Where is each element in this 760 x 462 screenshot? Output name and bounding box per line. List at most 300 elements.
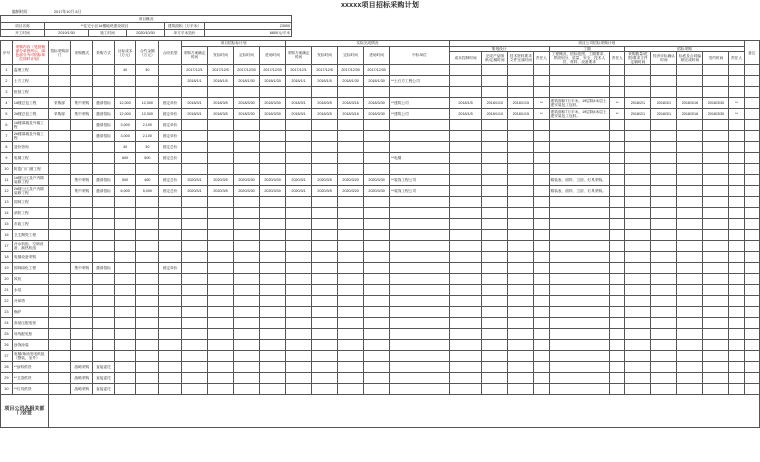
row-actual-enter[interactable]	[364, 120, 390, 131]
row-design-cost[interactable]	[449, 208, 482, 219]
row-design-owner[interactable]	[534, 351, 549, 362]
row-actual-publish[interactable]	[312, 263, 338, 274]
row-bid-owner[interactable]	[729, 329, 744, 340]
row-eng-scope[interactable]	[549, 87, 610, 98]
row-ctype[interactable]	[159, 274, 182, 285]
row-seq[interactable]: 5	[1, 109, 13, 120]
row-eng-scope[interactable]	[549, 285, 610, 296]
row-budget[interactable]	[136, 241, 159, 252]
row-vendor[interactable]	[390, 252, 450, 263]
row-est[interactable]: 6,000	[114, 186, 136, 197]
row-eng-owner[interactable]: **	[610, 98, 625, 109]
row-eng-scope[interactable]	[549, 296, 610, 307]
row-actual-confirm[interactable]	[286, 373, 312, 384]
row-bid-eval[interactable]	[651, 87, 677, 98]
row-note[interactable]	[744, 197, 759, 208]
row-budget[interactable]	[136, 197, 159, 208]
row-eng-scope[interactable]: 精装表、面料、卫浴、灯具采购。	[549, 186, 610, 197]
row-plan-enter[interactable]	[260, 208, 286, 219]
row-eng-scope[interactable]	[549, 362, 610, 373]
row-design-doc[interactable]	[482, 241, 508, 252]
row-bid-plan[interactable]	[677, 296, 703, 307]
row-design-tech[interactable]	[508, 351, 534, 362]
row-plan-award[interactable]	[234, 285, 260, 296]
row-actual-confirm[interactable]	[286, 285, 312, 296]
row-design-cost[interactable]	[449, 307, 482, 318]
row-plan-confirm[interactable]	[182, 351, 208, 362]
row-plan-enter[interactable]	[260, 87, 286, 98]
row-est[interactable]	[114, 263, 136, 274]
row-plan-award[interactable]	[234, 197, 260, 208]
row-bid-eval[interactable]	[651, 307, 677, 318]
row-design-cost[interactable]	[449, 142, 482, 153]
row-vendor[interactable]	[390, 285, 450, 296]
row-actual-award[interactable]: 2020/3/20	[338, 186, 364, 197]
row-actual-publish[interactable]	[312, 230, 338, 241]
row-seq[interactable]: 23	[1, 307, 13, 318]
row-design-owner[interactable]	[534, 230, 549, 241]
row-budget[interactable]: 500	[136, 153, 159, 164]
row-plan-award[interactable]	[234, 340, 260, 351]
row-method[interactable]	[93, 329, 115, 340]
row-dept[interactable]	[48, 153, 71, 164]
row-ctype[interactable]: 固定单价	[159, 263, 182, 274]
row-plan-enter[interactable]	[260, 318, 286, 329]
row-actual-publish[interactable]	[312, 296, 338, 307]
row-seq[interactable]: 14	[1, 208, 13, 219]
row-bid-vendor[interactable]: 2018/2/1	[625, 109, 651, 120]
row-plan-confirm[interactable]	[182, 373, 208, 384]
row-eng-scope[interactable]	[549, 241, 610, 252]
table-row[interactable]	[1, 285, 760, 296]
row-design-owner[interactable]	[534, 373, 549, 384]
row-bid-vendor[interactable]	[625, 87, 651, 98]
table-row[interactable]	[1, 208, 760, 219]
row-design-doc[interactable]	[482, 384, 508, 395]
row-design-owner[interactable]	[534, 186, 549, 197]
row-seq[interactable]: 1	[1, 65, 13, 76]
row-note[interactable]	[744, 384, 759, 395]
row-eng-owner[interactable]	[610, 175, 625, 186]
row-bid-award[interactable]: 2018/3/30	[703, 98, 729, 109]
row-plan-award[interactable]	[234, 274, 260, 285]
row-bid-award[interactable]	[703, 241, 729, 252]
row-plan-enter[interactable]	[260, 373, 286, 384]
row-est[interactable]	[114, 219, 136, 230]
row-ctype[interactable]	[159, 65, 182, 76]
row-design-tech[interactable]	[508, 307, 534, 318]
row-ctype[interactable]	[159, 241, 182, 252]
row-eng-owner[interactable]	[610, 120, 625, 131]
row-actual-confirm[interactable]: 2017/12/1	[286, 65, 312, 76]
row-dept[interactable]	[48, 384, 71, 395]
row-plan-enter[interactable]: 2020/3/30	[260, 186, 286, 197]
row-bid-award[interactable]	[703, 373, 729, 384]
row-design-tech[interactable]	[508, 230, 534, 241]
row-design-cost[interactable]	[449, 373, 482, 384]
row-actual-award[interactable]	[338, 362, 364, 373]
row-note[interactable]	[744, 175, 759, 186]
row-design-doc[interactable]	[482, 362, 508, 373]
row-actual-enter[interactable]: 2018/3/30	[364, 98, 390, 109]
row-ctype[interactable]: 固定总价	[159, 186, 182, 197]
row-bid-eval[interactable]	[651, 362, 677, 373]
row-design-doc[interactable]	[482, 318, 508, 329]
row-bid-vendor[interactable]	[625, 252, 651, 263]
row-item[interactable]: 电梯/柴油发电机组（整装，室外）	[12, 351, 48, 362]
row-est[interactable]	[114, 87, 136, 98]
row-actual-enter[interactable]	[364, 208, 390, 219]
row-bid-owner[interactable]	[729, 164, 744, 175]
row-bid-award[interactable]	[703, 65, 729, 76]
row-actual-confirm[interactable]	[286, 296, 312, 307]
row-bid-award[interactable]	[703, 340, 729, 351]
row-plan-confirm[interactable]	[182, 274, 208, 285]
row-bid-eval[interactable]	[651, 329, 677, 340]
row-bid-vendor[interactable]	[625, 384, 651, 395]
row-item[interactable]: 市政工程	[12, 219, 48, 230]
row-est[interactable]	[114, 373, 136, 384]
row-actual-publish[interactable]	[312, 285, 338, 296]
row-method[interactable]	[93, 296, 115, 307]
row-ctype[interactable]	[159, 307, 182, 318]
row-method[interactable]	[93, 318, 115, 329]
row-actual-enter[interactable]: 2017/12/30	[364, 65, 390, 76]
row-mode[interactable]	[71, 76, 93, 87]
row-item[interactable]: **涂料供货	[12, 362, 48, 373]
row-bid-vendor[interactable]	[625, 318, 651, 329]
row-design-owner[interactable]	[534, 153, 549, 164]
row-mode[interactable]: 战略采购	[71, 373, 93, 384]
row-design-doc[interactable]	[482, 230, 508, 241]
table-row[interactable]	[1, 329, 760, 340]
row-bid-vendor[interactable]	[625, 186, 651, 197]
row-budget[interactable]	[136, 351, 159, 362]
row-actual-award[interactable]	[338, 252, 364, 263]
row-method[interactable]: 直接委托	[93, 384, 115, 395]
row-dept[interactable]: 采购部	[48, 109, 71, 120]
row-ctype[interactable]	[159, 384, 182, 395]
row-actual-publish[interactable]: 2018/3/5	[312, 98, 338, 109]
row-bid-award[interactable]	[703, 76, 729, 87]
row-ctype[interactable]: 固定总价	[159, 175, 182, 186]
row-design-cost[interactable]	[449, 131, 482, 142]
row-actual-award[interactable]	[338, 340, 364, 351]
row-design-doc[interactable]	[482, 373, 508, 384]
row-plan-confirm[interactable]: 2018/1/1	[182, 76, 208, 87]
row-plan-enter[interactable]	[260, 241, 286, 252]
row-dept[interactable]	[48, 285, 71, 296]
row-design-owner[interactable]	[534, 164, 549, 175]
row-plan-enter[interactable]	[260, 120, 286, 131]
table-row[interactable]	[1, 351, 760, 362]
row-seq[interactable]: 28	[1, 362, 13, 373]
row-vendor[interactable]: **建筑公司	[390, 109, 450, 120]
row-bid-award[interactable]	[703, 197, 729, 208]
table-row[interactable]	[1, 109, 760, 120]
row-design-doc[interactable]	[482, 219, 508, 230]
row-bid-plan[interactable]	[677, 230, 703, 241]
row-design-cost[interactable]	[449, 153, 482, 164]
table-row[interactable]	[1, 230, 760, 241]
row-est[interactable]: 12,000	[114, 98, 136, 109]
row-actual-enter[interactable]	[364, 318, 390, 329]
row-actual-confirm[interactable]: 2020/3/1	[286, 175, 312, 186]
row-actual-publish[interactable]	[312, 153, 338, 164]
row-bid-owner[interactable]	[729, 263, 744, 274]
table-row[interactable]	[1, 186, 760, 197]
row-note[interactable]	[744, 142, 759, 153]
row-vendor[interactable]	[390, 263, 450, 274]
row-plan-award[interactable]	[234, 351, 260, 362]
row-eng-owner[interactable]	[610, 274, 625, 285]
row-dept[interactable]	[48, 219, 71, 230]
row-plan-publish[interactable]: 2017/12/5	[208, 65, 234, 76]
row-plan-publish[interactable]: 2018/1/5	[208, 76, 234, 87]
row-budget[interactable]	[136, 384, 159, 395]
row-ctype[interactable]: 固定单价	[159, 120, 182, 131]
row-plan-publish[interactable]	[208, 219, 234, 230]
row-bid-plan[interactable]	[677, 307, 703, 318]
start-value[interactable]: 2019/1/30	[45, 30, 89, 37]
row-design-owner[interactable]	[534, 142, 549, 153]
row-actual-confirm[interactable]	[286, 164, 312, 175]
row-eng-scope[interactable]	[549, 65, 610, 76]
row-vendor[interactable]: **电梯	[390, 153, 450, 164]
row-actual-publish[interactable]: 2018/1/5	[312, 76, 338, 87]
row-seq[interactable]: 17	[1, 241, 13, 252]
row-bid-vendor[interactable]	[625, 351, 651, 362]
row-bid-eval[interactable]	[651, 384, 677, 395]
row-plan-publish[interactable]	[208, 285, 234, 296]
row-plan-award[interactable]: 2018/3/30	[234, 109, 260, 120]
row-vendor[interactable]	[390, 230, 450, 241]
row-eng-scope[interactable]	[549, 76, 610, 87]
row-ctype[interactable]	[159, 362, 182, 373]
row-seq[interactable]: 15	[1, 219, 13, 230]
row-mode[interactable]	[71, 120, 93, 131]
row-actual-publish[interactable]	[312, 208, 338, 219]
row-bid-plan[interactable]	[677, 373, 703, 384]
row-budget[interactable]	[136, 208, 159, 219]
row-item[interactable]: 2#楼幕墙及外墙工程	[12, 131, 48, 142]
row-seq[interactable]: 24	[1, 318, 13, 329]
row-note[interactable]	[744, 230, 759, 241]
row-plan-award[interactable]	[234, 153, 260, 164]
row-vendor[interactable]	[390, 65, 450, 76]
row-method[interactable]	[93, 164, 115, 175]
row-mode[interactable]	[71, 230, 93, 241]
row-bid-owner[interactable]: **	[729, 109, 744, 120]
row-vendor[interactable]	[390, 274, 450, 285]
row-actual-publish[interactable]	[312, 131, 338, 142]
row-bid-eval[interactable]	[651, 252, 677, 263]
row-actual-confirm[interactable]	[286, 252, 312, 263]
row-seq[interactable]: 16	[1, 230, 13, 241]
row-design-cost[interactable]: 2018/1/5	[449, 109, 482, 120]
row-actual-award[interactable]	[338, 120, 364, 131]
row-note[interactable]	[744, 351, 759, 362]
row-design-doc[interactable]: 2018/1/10	[482, 109, 508, 120]
row-bid-owner[interactable]	[729, 208, 744, 219]
row-est[interactable]: 12,000	[114, 109, 136, 120]
row-method[interactable]	[93, 87, 115, 98]
row-actual-enter[interactable]	[364, 142, 390, 153]
row-plan-publish[interactable]	[208, 164, 234, 175]
row-est[interactable]	[114, 274, 136, 285]
row-vendor[interactable]	[390, 373, 450, 384]
row-actual-enter[interactable]	[364, 230, 390, 241]
table-row[interactable]	[1, 65, 760, 76]
row-actual-enter[interactable]	[364, 197, 390, 208]
row-plan-award[interactable]	[234, 120, 260, 131]
row-design-tech[interactable]	[508, 318, 534, 329]
row-dept[interactable]	[48, 142, 71, 153]
row-actual-confirm[interactable]	[286, 318, 312, 329]
row-plan-confirm[interactable]	[182, 120, 208, 131]
row-actual-enter[interactable]	[364, 153, 390, 164]
row-plan-award[interactable]	[234, 219, 260, 230]
row-bid-vendor[interactable]	[625, 340, 651, 351]
row-eng-scope[interactable]	[549, 208, 610, 219]
row-bid-owner[interactable]	[729, 87, 744, 98]
row-actual-enter[interactable]	[364, 241, 390, 252]
row-design-cost[interactable]	[449, 296, 482, 307]
row-ctype[interactable]	[159, 373, 182, 384]
row-eng-owner[interactable]	[610, 87, 625, 98]
row-actual-enter[interactable]	[364, 164, 390, 175]
row-bid-award[interactable]	[703, 351, 729, 362]
row-plan-confirm[interactable]	[182, 219, 208, 230]
row-design-owner[interactable]	[534, 219, 549, 230]
row-vendor[interactable]: **建筑公司	[390, 98, 450, 109]
row-bid-plan[interactable]	[677, 87, 703, 98]
row-bid-award[interactable]	[703, 263, 729, 274]
row-est[interactable]	[114, 208, 136, 219]
row-actual-enter[interactable]	[364, 263, 390, 274]
row-plan-publish[interactable]	[208, 120, 234, 131]
row-design-cost[interactable]	[449, 351, 482, 362]
row-bid-plan[interactable]	[677, 274, 703, 285]
row-bid-plan[interactable]	[677, 65, 703, 76]
row-est[interactable]	[114, 230, 136, 241]
row-plan-publish[interactable]	[208, 296, 234, 307]
row-bid-award[interactable]	[703, 274, 729, 285]
row-mode[interactable]	[71, 241, 93, 252]
row-mode[interactable]	[71, 87, 93, 98]
row-eng-owner[interactable]	[610, 219, 625, 230]
row-eng-scope[interactable]: 精装表、面料、卫浴、灯具采购。	[549, 175, 610, 186]
row-design-tech[interactable]	[508, 329, 534, 340]
row-design-doc[interactable]	[482, 76, 508, 87]
row-bid-eval[interactable]	[651, 274, 677, 285]
row-seq[interactable]: 22	[1, 296, 13, 307]
row-mode[interactable]	[71, 219, 93, 230]
row-bid-vendor[interactable]	[625, 285, 651, 296]
row-est[interactable]: 500	[114, 175, 136, 186]
row-dept[interactable]	[48, 329, 71, 340]
row-plan-confirm[interactable]	[182, 153, 208, 164]
row-budget[interactable]: 30	[136, 65, 159, 76]
row-design-cost[interactable]	[449, 197, 482, 208]
row-budget[interactable]	[136, 340, 159, 351]
row-bid-owner[interactable]	[729, 241, 744, 252]
row-actual-publish[interactable]	[312, 362, 338, 373]
row-bid-eval[interactable]	[651, 142, 677, 153]
row-bid-owner[interactable]	[729, 252, 744, 263]
row-plan-award[interactable]	[234, 307, 260, 318]
row-design-tech[interactable]	[508, 164, 534, 175]
row-design-doc[interactable]	[482, 197, 508, 208]
row-mode[interactable]	[71, 340, 93, 351]
row-seq[interactable]: 25	[1, 329, 13, 340]
row-note[interactable]	[744, 208, 759, 219]
row-note[interactable]	[744, 164, 759, 175]
row-bid-plan[interactable]	[677, 318, 703, 329]
row-vendor[interactable]	[390, 164, 450, 175]
row-plan-award[interactable]: 2018/1/30	[234, 76, 260, 87]
table-row[interactable]	[1, 219, 760, 230]
row-budget[interactable]: 12,000	[136, 98, 159, 109]
row-plan-enter[interactable]	[260, 197, 286, 208]
row-bid-owner[interactable]	[729, 131, 744, 142]
row-design-cost[interactable]	[449, 263, 482, 274]
row-design-owner[interactable]	[534, 252, 549, 263]
row-design-tech[interactable]	[508, 219, 534, 230]
row-actual-publish[interactable]	[312, 164, 338, 175]
row-design-cost[interactable]	[449, 87, 482, 98]
row-mode[interactable]	[71, 285, 93, 296]
row-budget[interactable]	[136, 164, 159, 175]
row-design-tech[interactable]: 2018/1/15	[508, 98, 534, 109]
row-plan-publish[interactable]	[208, 252, 234, 263]
row-eng-scope[interactable]: 建筑面积7万平米，19层除4米层土建安装包工包料。	[549, 98, 610, 109]
row-plan-publish[interactable]	[208, 142, 234, 153]
row-note[interactable]	[744, 329, 759, 340]
row-eng-owner[interactable]	[610, 230, 625, 241]
row-note[interactable]	[744, 362, 759, 373]
row-actual-publish[interactable]	[312, 120, 338, 131]
row-plan-enter[interactable]	[260, 131, 286, 142]
row-design-tech[interactable]	[508, 285, 534, 296]
row-plan-confirm[interactable]: 2020/3/1	[182, 186, 208, 197]
row-plan-award[interactable]: 2018/3/30	[234, 98, 260, 109]
row-mode[interactable]	[71, 351, 93, 362]
row-design-tech[interactable]	[508, 241, 534, 252]
row-bid-owner[interactable]	[729, 384, 744, 395]
row-actual-confirm[interactable]	[286, 384, 312, 395]
row-plan-confirm[interactable]	[182, 131, 208, 142]
row-budget[interactable]	[136, 87, 159, 98]
row-design-owner[interactable]	[534, 307, 549, 318]
row-dept[interactable]	[48, 208, 71, 219]
row-plan-publish[interactable]	[208, 384, 234, 395]
row-actual-award[interactable]: 2018/3/16	[338, 109, 364, 120]
row-design-doc[interactable]	[482, 87, 508, 98]
row-actual-publish[interactable]: 2018/3/5	[312, 109, 338, 120]
row-bid-eval[interactable]	[651, 373, 677, 384]
row-dept[interactable]	[48, 351, 71, 362]
row-method[interactable]	[93, 340, 115, 351]
row-bid-plan[interactable]	[677, 142, 703, 153]
row-design-owner[interactable]	[534, 318, 549, 329]
row-design-cost[interactable]	[449, 186, 482, 197]
row-design-doc[interactable]	[482, 351, 508, 362]
row-item[interactable]: 造价咨询	[12, 142, 48, 153]
row-design-doc[interactable]	[482, 263, 508, 274]
row-design-doc[interactable]	[482, 340, 508, 351]
row-method[interactable]: 邀请招标	[93, 175, 115, 186]
